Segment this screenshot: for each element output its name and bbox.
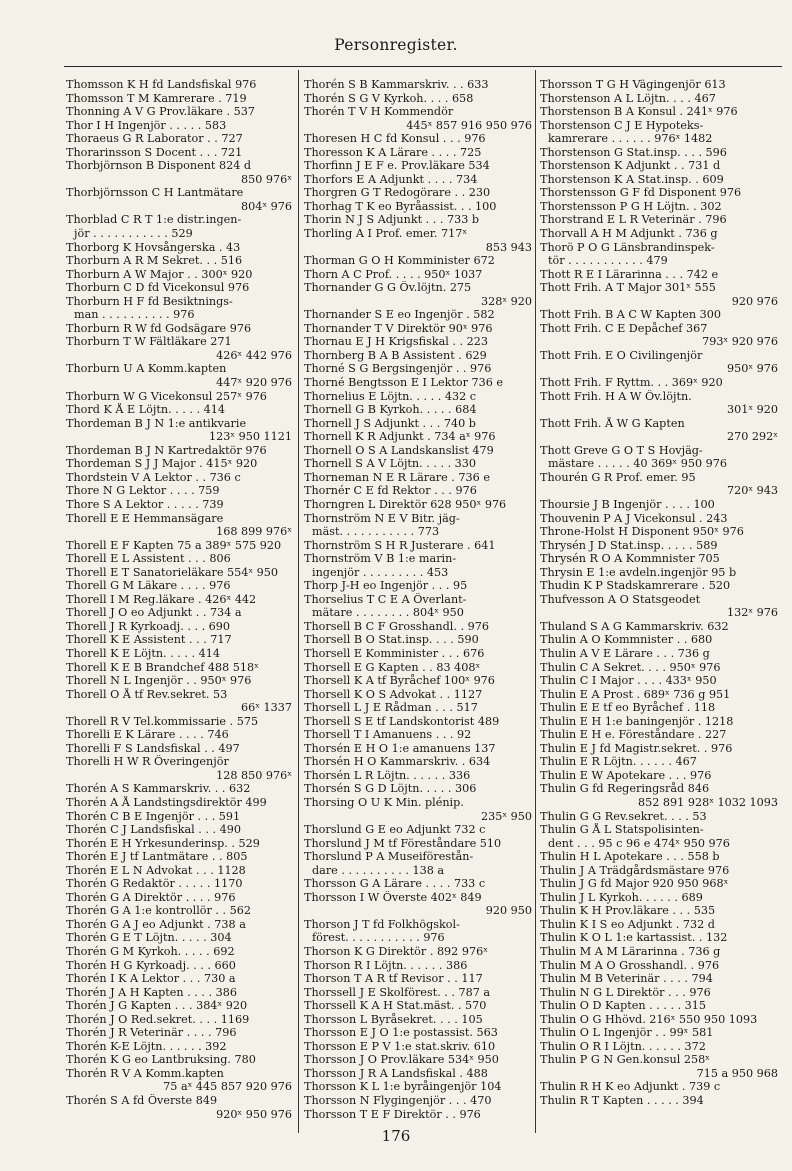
- register-entry: kamrerare . . . . . . 976ˣ 1482: [548, 132, 713, 146]
- register-entry: Thornell G B Kyrkoh. . . . . 684: [304, 403, 477, 417]
- register-entry: Thorell G M Läkare . . . . 976: [66, 579, 231, 593]
- register-entry: Thulin E H 1:e baningenjör . 1218: [540, 714, 734, 728]
- register-entry: tör . . . . . . . . . . . 479: [548, 254, 668, 268]
- register-entry: 853 943: [485, 240, 532, 254]
- register-entry: Thouvenin P A J Vicekonsul . 243: [540, 511, 728, 525]
- register-entry: Thulin M A M Lärarinna . 736 g: [540, 945, 721, 958]
- page-title: Personregister.: [334, 36, 458, 54]
- register-entry: Thulin J L Kyrkoh. . . . . . 689: [540, 890, 703, 904]
- register-entry: Thorslund J M tf Föreståndare 510: [304, 836, 502, 850]
- register-entry: Thorsson K L 1:e byråingenjör 104: [304, 1080, 502, 1094]
- register-entry: 168 899 976ˣ: [216, 525, 292, 539]
- register-entry: Thorén J O Red.sekret. . . . 1169: [66, 1012, 250, 1026]
- register-entry: Thorsson G A Lärare . . . . 733 c: [304, 877, 486, 891]
- register-entry: Thorgren G T Redogörare . . 230: [304, 186, 491, 200]
- register-entry: 804ˣ 976: [240, 199, 292, 213]
- register-entry: Thorén I K A Lektor . . . 730 a: [66, 972, 236, 986]
- register-entry: Thott Frih. C E Depåchef 367: [540, 321, 708, 335]
- register-entry: Thordstein V A Lektor . . 736 c: [66, 470, 241, 484]
- register-entry: Thorstenson A L Löjtn. . . . 467: [540, 91, 716, 105]
- register-entry: Thorelli F S Landsfiskal . . 497: [66, 741, 240, 755]
- register-entry: Thulin R H K eo Adjunkt . 739 c: [540, 1080, 721, 1094]
- register-entry: Thulin R T Kapten . . . . . 394: [540, 1094, 704, 1108]
- register-entry: Thorén K-E Löjtn. . . . . . 392: [66, 1039, 227, 1053]
- register-entry: Thorsell B C F Grosshandl. . 976: [304, 619, 489, 633]
- column-divider: [535, 70, 536, 1133]
- register-entry: Thorén A Å Landstingsdirektör 499: [66, 795, 267, 809]
- register-entry: Thorsing O U K Min. plénip.: [304, 795, 464, 809]
- register-entry: Thorburn C D fd Vicekonsul 976: [66, 281, 250, 295]
- register-entry: Thord K Å E Löjtn. . . . . 414: [66, 403, 225, 417]
- register-entry: Thott Frih. B A C W Kapten 300: [540, 308, 721, 322]
- register-entry: Thulin E E tf eo Byråchef . 118: [540, 701, 716, 715]
- register-entry: Thorén C J Landsfiskal . . . 490: [66, 823, 241, 837]
- register-entry: Thorsson E P V 1:e stat.skriv. 610: [304, 1039, 496, 1053]
- register-column-3: [540, 78, 778, 1133]
- register-entry: dent . . . 95 c 96 e 474ˣ 950 976: [548, 836, 730, 850]
- register-entry: man . . . . . . . . . . 976: [74, 308, 195, 322]
- register-entry: 920ˣ 950 976: [216, 1107, 292, 1121]
- register-entry: Thorné Bengtsson E I Lektor 736 e: [304, 376, 504, 390]
- register-entry: 445ˣ 857 916 950 976: [406, 118, 532, 132]
- register-entry: Thorarinsson S Docent . . . 721: [66, 145, 243, 159]
- register-entry: Thorsén L R Löjtn. . . . . . 336: [304, 768, 471, 782]
- register-entry: Thourén G R Prof. emer. 95: [540, 470, 696, 484]
- register-entry: Thorelli H W R Överingenjör: [66, 755, 229, 769]
- register-entry: Thornér C E fd Rektor . . . 976: [304, 484, 477, 498]
- register-entry: Thulin E A Prost . 689ˣ 736 g 951: [540, 687, 731, 701]
- register-entry: Thonning A V G Prov.läkare . 537: [66, 105, 255, 119]
- register-entry: Thorson J T fd Folkhögskol-: [304, 917, 460, 931]
- register-entry: Thorell K E Assistent . . . 717: [66, 633, 232, 647]
- register-entry: Thorsell T I Amanuens . . . 92: [304, 728, 472, 742]
- register-entry: Thorson K G Direktör . 892 976ˣ: [304, 945, 488, 958]
- register-entry: Thorén R V A Komm.kapten: [66, 1066, 224, 1080]
- register-entry: Thorstensson P G H Löjtn. . 302: [540, 199, 722, 213]
- register-entry: Thorstensson G F fd Disponent 976: [540, 186, 742, 200]
- page-number: 176: [381, 1127, 411, 1145]
- register-entry: Thulin K I S eo Adjunkt . 732 d: [540, 917, 715, 931]
- register-entry: 75 aˣ 445 857 920 976: [163, 1080, 292, 1094]
- register-entry: Thore S A Lektor . . . . . 739: [66, 497, 224, 511]
- register-entry: Thomsson K H fd Landsfiskal 976: [66, 78, 257, 91]
- register-column-2: [304, 78, 532, 1133]
- register-entry: Thorsson T G H Vägingenjör 613: [540, 78, 726, 91]
- register-entry: Thorstenson B A Konsul . 241ˣ 976: [540, 105, 738, 119]
- register-entry: Thulin J A Trädgårdsmästare 976: [540, 863, 730, 877]
- register-entry: Thott Frih. Å W G Kapten: [540, 416, 685, 430]
- register-entry: Thorstrand E L R Veterinär . 796: [540, 213, 727, 227]
- register-entry: Thorsell B O Stat.insp. . . . 590: [304, 633, 479, 647]
- register-entry: Thorvall A H M Adjunkt . 736 g: [540, 227, 718, 241]
- register-entry: Thorell N L Ingenjör . . 950ˣ 976: [66, 674, 252, 688]
- register-entry: Thulin C I Major . . . . 433ˣ 950: [540, 674, 717, 688]
- register-entry: Thorslund P A Museiförestån-: [304, 850, 474, 864]
- register-entry: 715 a 950 968: [696, 1066, 778, 1080]
- register-entry: 852 891 928ˣ 1032 1093: [638, 795, 778, 809]
- register-entry: Thorén T V H Kommendör: [304, 105, 454, 119]
- register-entry: Thorén K G eo Lantbruksing. 780: [66, 1053, 256, 1067]
- register-entry: 850 976ˣ: [240, 172, 292, 186]
- register-entry: Thulin J G fd Major 920 950 968ˣ: [540, 877, 729, 891]
- register-entry: Thorné S G Bergsingenjör . . 976: [304, 362, 492, 376]
- register-entry: Thorell J O eo Adjunkt . . 734 a: [66, 606, 242, 620]
- register-entry: Thorell I M Reg.läkare . 426ˣ 442: [66, 592, 257, 606]
- register-entry: Thulin H L Apotekare . . . 558 b: [540, 850, 720, 864]
- register-entry: Thulin G Å L Statspolisinten-: [540, 823, 704, 837]
- register-entry: ingenjör . . . . . . . . . 453: [312, 565, 449, 579]
- register-entry: Thorn A C Prof. . . . . 950ˣ 1037: [304, 267, 483, 281]
- register-entry: 270 292ˣ: [726, 430, 778, 444]
- register-entry: Thorén G A 1:e kontrollör . . 562: [66, 904, 251, 918]
- register-entry: Thorsson L Byråsekret. . . . 105: [304, 1012, 483, 1026]
- register-entry: Thorsén H O Kammarskriv. . 634: [304, 755, 491, 769]
- register-entry: mätare . . . . . . . . 804ˣ 950: [312, 606, 464, 620]
- register-entry: Thorsell E G Kapten . . 83 408ˣ: [304, 660, 481, 674]
- register-entry: Thulin E H e. Föreståndare . 227: [540, 728, 727, 742]
- register-entry: Thulin A V E Lärare . . . 736 g: [540, 646, 710, 660]
- register-entry: Thulin A O Kommnister . . 680: [540, 633, 713, 647]
- register-entry: Thorén E L N Advokat . . . 1128: [66, 863, 246, 877]
- register-entry: Thorbjörnson B Disponent 824 d: [66, 159, 252, 173]
- register-entry: Thornander S E eo Ingenjör . 582: [304, 308, 495, 322]
- register-entry: 720ˣ 943: [726, 484, 778, 498]
- register-entry: Thorén G E T Löjtn. . . . . 304: [66, 931, 232, 945]
- register-entry: Thorén E H Yrkesunderinsp. . 529: [66, 836, 260, 850]
- register-entry: Thorngren L Direktör 628 950ˣ 976: [304, 497, 507, 511]
- register-entry: Thorell O Å tf Rev.sekret. 53: [66, 687, 228, 701]
- register-entry: Thrysén J D Stat.insp. . . . . 589: [540, 538, 718, 552]
- register-entry: Thornström V B 1:e marin-: [304, 552, 457, 566]
- register-entry: Thott Frih. A T Major 301ˣ 555: [540, 281, 716, 295]
- register-entry: Thorell K E B Brandchef 488 518ˣ: [66, 660, 259, 674]
- register-entry: Thoursie J B Ingenjör . . . . 100: [540, 497, 715, 511]
- register-entry: Thulin O G Hhövd. 216ˣ 550 950 1093: [540, 1012, 758, 1026]
- register-entry: Thulin G G Rev.sekret. . . . 53: [540, 809, 707, 823]
- header-rule: [64, 66, 782, 67]
- register-entry: 920 950: [485, 904, 532, 918]
- register-entry: Thorstenson G Stat.insp. . . . 596: [540, 145, 727, 159]
- register-entry: Thoresson K A Lärare . . . . 725: [304, 145, 482, 159]
- register-entry: Throne-Holst H Disponent 950ˣ 976: [540, 525, 744, 539]
- register-entry: 128 850 976ˣ: [216, 768, 292, 782]
- register-entry: Thornander G G Öv.löjtn. 275: [304, 281, 472, 295]
- register-entry: Thulin E R Löjtn. . . . . . 467: [540, 755, 697, 769]
- register-entry: Thorelli E K Lärare . . . . 746: [66, 728, 229, 742]
- register-entry: Thorsson T E F Direktör . . 976: [304, 1107, 481, 1121]
- register-entry: 123ˣ 950 1121: [208, 430, 292, 444]
- register-entry: Thulin K O L 1:e kartassist. . 132: [540, 931, 728, 945]
- register-entry: Thorsson I W Överste 402ˣ 849: [304, 890, 482, 904]
- register-entry: Thuland S A G Kammarskriv. 632: [540, 619, 729, 633]
- register-entry: Thorén G Redaktör . . . . . 1170: [66, 877, 243, 891]
- register-entry: Thorén E J tf Lantmätare . . 805: [66, 850, 248, 864]
- register-entry: 301ˣ 920: [726, 403, 778, 417]
- register-entry: Thulin E J fd Magistr.sekret. . 976: [540, 741, 733, 755]
- register-entry: Thorö P O G Länsbrandinspek-: [540, 240, 715, 254]
- register-entry: Thorbjörnsson C H Lantmätare: [66, 186, 244, 200]
- register-entry: Thornander T V Direktör 90ˣ 976: [304, 321, 493, 335]
- register-entry: Thulin K H Prov.läkare . . . 535: [540, 904, 716, 918]
- register-entry: Thomsson T M Kamrerare . 719: [66, 91, 247, 105]
- register-entry: Thorell R V Tel.kommissarie . 575: [66, 714, 259, 728]
- register-entry: Thorburn U A Komm.kapten: [66, 362, 227, 376]
- register-entry: Thulin M A O Grosshandl. . 976: [540, 958, 720, 972]
- register-entry: Thorell J R Kyrkoadj. . . . 690: [66, 619, 231, 633]
- register-entry: Thorell E E Hemmansägare: [66, 511, 224, 525]
- register-entry: Thorstenson C J E Hypoteks-: [540, 118, 704, 132]
- register-entry: Thorssell J E Skolförest. . . 787 a: [304, 985, 491, 999]
- register-entry: Thorson T A R tf Revisor . . 117: [304, 972, 483, 986]
- register-entry: mästare . . . . . 40 369ˣ 950 976: [548, 457, 727, 471]
- register-entry: Thorén J G Kapten . . . 384ˣ 920: [66, 999, 248, 1013]
- register-entry: 950ˣ 976: [726, 362, 778, 376]
- register-entry: Thorfinn J E F e. Prov.läkare 534: [304, 159, 490, 173]
- register-entry: Thornau E J H Krigsfiskal . . 223: [304, 335, 489, 349]
- register-entry: Thornell K R Adjunkt . 734 aˣ 976: [304, 430, 496, 444]
- register-entry: Thordeman B J N Kartredaktör 976: [66, 443, 267, 457]
- register-entry: Thorling A I Prof. emer. 717ˣ: [304, 227, 468, 241]
- register-entry: Thorell E F Kapten 75 a 389ˣ 575 920: [66, 538, 282, 552]
- register-entry: Thorp J-H eo Ingenjör . . . 95: [304, 579, 468, 593]
- register-entry: Thorhag T K eo Byråassist. . . 100: [304, 199, 497, 213]
- register-entry: Thorssell K A H Stat.mäst. . 570: [304, 999, 487, 1013]
- register-entry: Thorsén E H O 1:e amanuens 137: [304, 741, 496, 755]
- register-entry: Thott Greve G O T S Hovjäg-: [540, 443, 703, 457]
- register-entry: Thorfors E A Adjunkt . . . . 734: [304, 172, 478, 186]
- register-entry: Thorsson E J O 1:e postassist. 563: [304, 1026, 498, 1040]
- register-entry: Thorén S A fd Överste 849: [66, 1094, 218, 1108]
- register-entry: Thor I H Ingenjör . . . . . 583: [66, 118, 227, 132]
- register-entry: Thorslund G E eo Adjunkt 732 c: [304, 823, 486, 837]
- register-entry: förest. . . . . . . . . . . 976: [312, 931, 445, 945]
- column-divider: [298, 70, 299, 1133]
- register-entry: Thorborg K Hovsångerska . 43: [66, 240, 241, 254]
- register-entry: Thrysin E 1:e avdeln.ingenjör 95 b: [540, 565, 737, 579]
- register-column-1: [66, 78, 292, 1133]
- register-entry: Thordeman B J N 1:e antikvarie: [66, 416, 247, 430]
- register-entry: Thorsell K A tf Byråchef 100ˣ 976: [304, 674, 495, 688]
- register-entry: Thorneman N E R Lärare . 736 e: [304, 470, 490, 484]
- register-entry: Thufvesson A O Statsgeodet: [540, 592, 701, 606]
- register-entry: Thorén J A H Kapten . . . . 386: [66, 985, 237, 999]
- register-entry: Thorson R I Löjtn. . . . . . 386: [304, 958, 468, 972]
- register-entry: Thorén C B E Ingenjör . . . 591: [66, 809, 241, 823]
- register-entry: Thorell K E Löjtn. . . . . 414: [66, 646, 220, 660]
- register-entry: 66ˣ 1337: [240, 701, 292, 715]
- register-entry: Thulin N G L Direktör . . . 976: [540, 985, 711, 999]
- register-entry: Thorburn T W Fältläkare 271: [66, 335, 232, 349]
- register-entry: Thrysén R O A Kommnister 705: [540, 552, 720, 566]
- register-entry: Thorsell K O S Advokat . . 1127: [304, 687, 483, 701]
- register-entry: Thorstenson K Adjunkt . . 731 d: [540, 159, 721, 173]
- register-entry: Thornell O S A Landskanslist 479: [304, 443, 494, 457]
- register-entry: Thudin K P Stadskamrerare . 520: [540, 579, 731, 593]
- register-entry: Thorsell E Komminister . . . 676: [304, 646, 485, 660]
- register-entry: Thulin C A Sekret. . . . 950ˣ 976: [540, 660, 721, 674]
- register-entry: Thulin O D Kapten . . . . . 315: [540, 999, 707, 1013]
- register-entry: Thorén G M Kyrkoh. . . . . 692: [66, 945, 235, 958]
- register-entry: 920 976: [731, 294, 778, 308]
- register-entry: Thoraeus G R Laborator . . 727: [66, 132, 243, 146]
- register-entry: Thott R E I Lärarinna . . . 742 e: [540, 267, 719, 281]
- register-entry: Thorsell S E tf Landskontorist 489: [304, 714, 500, 728]
- register-entry: Thore N G Lektor . . . . 759: [66, 484, 220, 498]
- register-entry: 132ˣ 976: [726, 606, 778, 620]
- register-entry: Thorsson J O Prov.läkare 534ˣ 950: [304, 1053, 499, 1067]
- register-entry: Thornelius E Löjtn. . . . . 432 c: [304, 389, 477, 403]
- register-entry: Thornell S A V Löjtn. . . . . 330: [304, 457, 477, 471]
- register-entry: Thott Frih. F Ryttm. . . 369ˣ 920: [540, 376, 723, 390]
- register-entry: Thorburn W G Vicekonsul 257ˣ 976: [66, 389, 267, 403]
- register-entry: Thorburn R W fd Godsägare 976: [66, 321, 252, 335]
- register-entry: Thornström N E V Bitr. jäg-: [304, 511, 460, 525]
- register-entry: Thorselius T C E A Överlant-: [304, 592, 467, 606]
- register-entry: Thorell E T Sanatorieläkare 554ˣ 950: [66, 565, 279, 579]
- register-entry: Thorsson J R A Landsfiskal . 488: [304, 1066, 488, 1080]
- register-entry: Thorell E L Assistent . . . 806: [66, 552, 231, 566]
- register-entry: 328ˣ 920: [480, 294, 532, 308]
- register-entry: Thulin P G N Gen.konsul 258ˣ: [540, 1053, 710, 1067]
- register-entry: Thorburn A R M Sekret. . . 516: [66, 254, 243, 268]
- register-entry: Thorén J R Veterinär . . . . 796: [66, 1026, 237, 1040]
- register-entry: Thulin M B Veterinär . . . . 794: [540, 972, 713, 986]
- register-entry: Thorén G A J eo Adjunkt . 738 a: [66, 917, 246, 931]
- register-entry: Thott Frih. E O Civilingenjör: [540, 348, 703, 362]
- register-entry: Thornström S H R Justerare . 641: [304, 538, 496, 552]
- register-entry: Thorstenson K A Stat.insp. . 609: [540, 172, 724, 186]
- register-entry: Thorsson N Flygingenjör . . . 470: [304, 1094, 492, 1108]
- register-entry: 793ˣ 920 976: [702, 335, 778, 349]
- register-entry: Thornberg B A B Assistent . 629: [304, 348, 487, 362]
- register-entry: Thorén A S Kammarskriv. . . 632: [66, 782, 251, 796]
- register-entry: Thordeman S J J Major . 415ˣ 920: [66, 457, 258, 471]
- register-entry: Thorén G A Direktör . . . . 976: [66, 890, 236, 904]
- register-entry: Thorsén S G D Löjtn. . . . . 306: [304, 782, 477, 796]
- register-entry: 447ˣ 920 976: [216, 376, 292, 390]
- register-entry: Thorburn H F fd Besiktnings-: [66, 294, 233, 308]
- register-entry: jör . . . . . . . . . . . 529: [74, 227, 193, 241]
- register-entry: Thulin O R I Löjtn. . . . . . 372: [540, 1039, 706, 1053]
- register-entry: Thulin E W Apotekare . . . 976: [540, 768, 712, 782]
- register-entry: Thorin N J S Adjunkt . . . 733 b: [304, 213, 480, 227]
- register-entry: mäst. . . . . . . . . . . 773: [312, 525, 440, 539]
- register-entry: Thorén S B Kammarskriv. . . 633: [304, 78, 489, 91]
- register-entry: Thorsell L J E Rådman . . . 517: [304, 701, 478, 715]
- register-entry: 235ˣ 950: [480, 809, 532, 823]
- register-entry: Thorburn A W Major . . 300ˣ 920: [66, 267, 253, 281]
- register-entry: 426ˣ 442 976: [216, 348, 292, 362]
- register-entry: Thorblad C R T 1:e distr.ingen-: [66, 213, 242, 227]
- register-entry: Thoresen H C fd Konsul . . . 976: [304, 132, 486, 146]
- register-entry: Thornell J S Adjunkt . . . 740 b: [304, 416, 476, 430]
- register-entry: Thorén S G V Kyrkoh. . . . 658: [304, 91, 474, 105]
- register-entry: Thorman G O H Komminister 672: [304, 254, 495, 268]
- register-entry: Thott Frih. H A W Öv.löjtn.: [540, 389, 692, 403]
- register-entry: Thulin O L Ingenjör . . 99ˣ 581: [540, 1026, 714, 1040]
- register-entry: dare . . . . . . . . . . 138 a: [312, 863, 445, 877]
- register-entry: Thulin G fd Regeringsråd 846: [540, 782, 710, 796]
- register-entry: Thorén H G Kyrkoadj. . . . 660: [66, 958, 236, 972]
